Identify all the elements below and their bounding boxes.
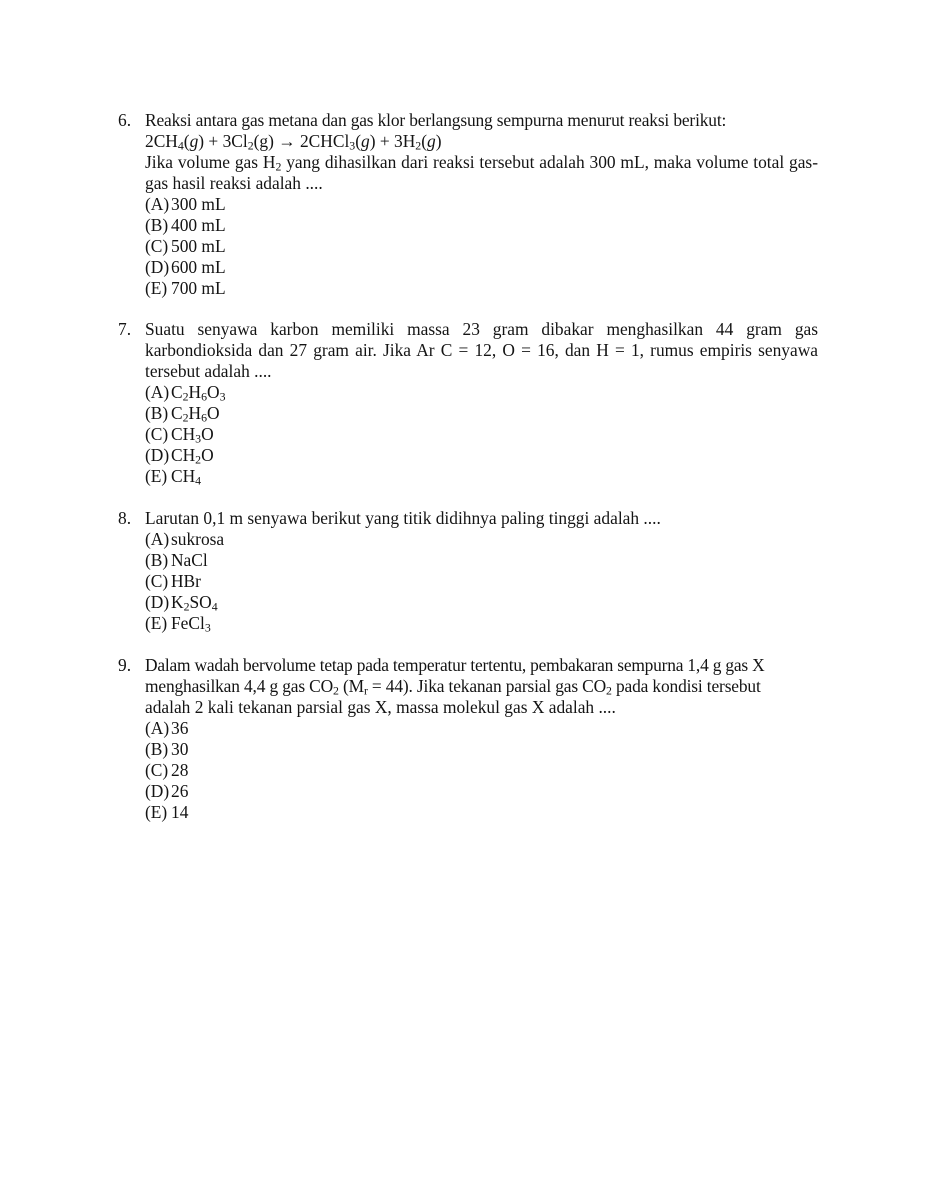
question-text: Suatu senyawa karbon memiliki massa 23 gram dibakar menghasilkan 44 gram gas karbondioksida dan 27 gram air. Jika Ar C = 12, O = 16, dan H = 1, rumus empiris senyawa tersebut adalah .... — [145, 319, 818, 381]
question-9 — [118, 655, 818, 823]
answer-option-b[interactable]: (B) 400 mL — [145, 215, 226, 235]
question-number: 6. — [118, 110, 132, 130]
question-number: 9. — [118, 655, 132, 675]
answer-option-d[interactable]: (D) $CH_2O$ — [145, 445, 214, 467]
answer-option-d[interactable]: (D) 600 mL — [145, 257, 226, 277]
answer-option-d[interactable]: (D) 26 — [145, 781, 189, 801]
answer-option-e[interactable]: (E) 700 mL — [145, 278, 226, 298]
answer-option-e[interactable]: (E) 14 — [145, 802, 189, 822]
answer-option-e[interactable]: (E) FeCl$_3$ — [145, 613, 211, 635]
answer-option-a[interactable]: (A) $C_2H_6O_3$ — [145, 382, 226, 404]
answer-options — [145, 529, 818, 634]
question-7 — [118, 319, 818, 487]
question-text: adalah 2 kali tekanan parsial gas X, massa molekul gas X adalah .... — [145, 697, 616, 717]
answer-options — [145, 194, 818, 299]
answer-option-d[interactable]: (D) $K_2SO_4$ — [145, 592, 218, 614]
answer-option-c[interactable]: (C) $CH_3O$ — [145, 424, 214, 446]
answer-options — [145, 718, 818, 823]
question-text: Larutan 0,1 m senyawa berikut yang titik didihnya paling tinggi adalah .... — [145, 508, 661, 528]
question-number: 8. — [118, 508, 132, 528]
question-number: 7. — [118, 319, 132, 339]
question-8 — [118, 508, 818, 634]
answer-option-b[interactable]: (B) $C_2H_6O$ — [145, 403, 220, 425]
question-text: menghasilkan 4,4 g gas $CO_2$ $(M_r = 44)$. Jika tekanan parsial gas $CO_2$ pada kondisi tersebut — [145, 676, 761, 698]
answer-option-b[interactable]: (B) NaCl — [145, 550, 208, 570]
answer-option-b[interactable]: (B) 30 — [145, 739, 189, 759]
answer-options — [145, 382, 818, 487]
answer-option-a[interactable]: (A) 36 — [145, 718, 189, 738]
answer-option-c[interactable]: (C) 28 — [145, 760, 189, 780]
answer-option-c[interactable]: (C) 500 mL — [145, 236, 226, 256]
question-6 — [118, 110, 818, 299]
question-text: Jika volume gas $H_2$ yang dihasilkan dari reaksi tersebut adalah 300 mL, maka volume total gas-gas hasil reaksi adalah .... — [145, 152, 818, 193]
answer-option-e[interactable]: (E) $CH_4$ — [145, 466, 202, 488]
question-text: Reaksi antara gas metana dan gas klor berlangsung sempurna menurut reaksi berikut: — [145, 110, 727, 130]
chemical-equation: $2CH_4(g) + 3Cl_2(g)$ → 2CHCl$_3$(g) + $3H_2(g)$ — [145, 131, 442, 153]
question-text: Dalam wadah bervolume tetap pada temperatur tertentu, pembakaran sempurna 1,4 g gas X — [145, 655, 765, 675]
answer-option-a[interactable]: (A) 300 mL — [145, 194, 226, 214]
answer-option-c[interactable]: (C) HBr — [145, 571, 201, 591]
answer-option-a[interactable]: (A) sukrosa — [145, 529, 225, 549]
